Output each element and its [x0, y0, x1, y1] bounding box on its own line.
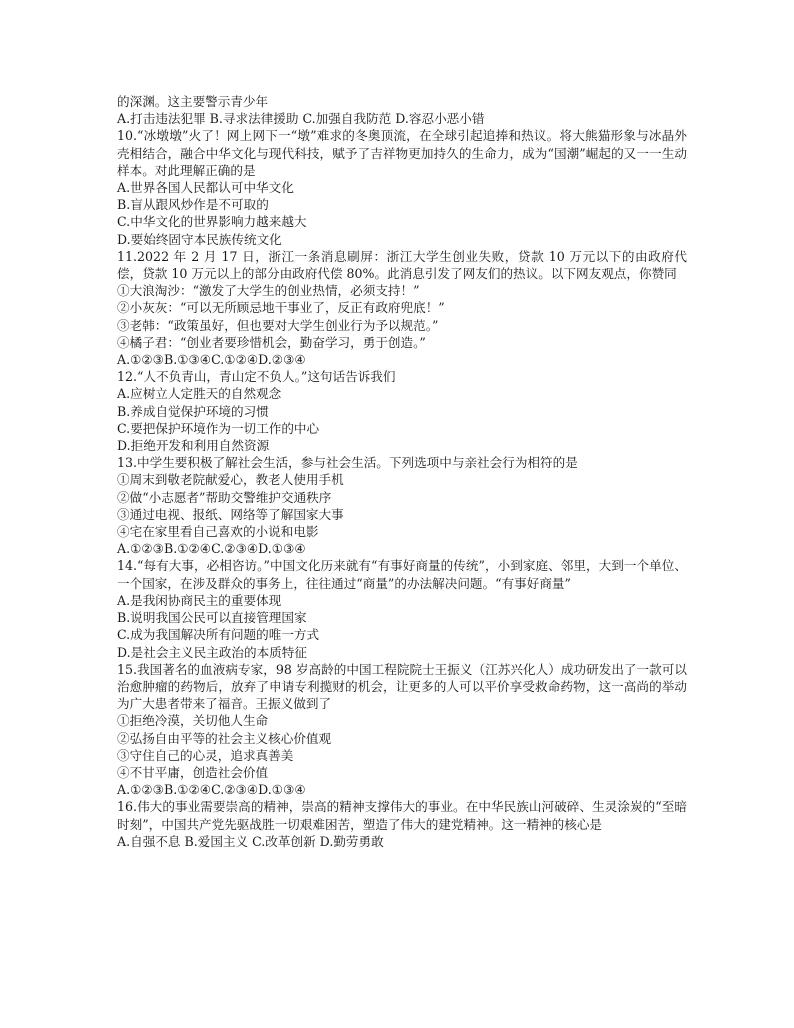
answer-options: A.自强不息 B.爱国主义 C.改革创新 D.勤劳勇敢 [117, 833, 384, 849]
question-10 [117, 127, 687, 247]
answer-options: A.①②③B.①②④C.②③④D.①③④ [117, 541, 306, 557]
option-c: C.中华文化的世界影响力越来越大 [117, 214, 307, 230]
option-d: D.要始终固守本民族传统文化 [117, 231, 282, 247]
answer-options: A.①②③B.①②④C.②③④D.①③④ [117, 782, 306, 798]
prev-question-stem-tail: 的深渊。这主要警示青少年 [117, 94, 269, 109]
prev-question-options: A.打击违法犯罪 B.寻求法律援助 C.加强自我防范 D.容忍小恶小错 [117, 111, 485, 127]
question-15 [117, 661, 687, 799]
question-stem: 15.我国著名的血液病专家，98 岁高龄的中国工程院院士王振义（江苏兴化人）成功研发出了一款可以治愈肿瘤的药物后，放弃了申请专利揽财的机会，让更多的人可以平价享受救命药物，这一高尚的举动为广大患者带来了福音。王振义做到了 [117, 661, 687, 712]
statement-4: ④宅在家里看自己喜欢的小说和电影 [117, 524, 319, 540]
option-a: A.是我闲协商民主的重要体现 [117, 592, 282, 608]
question-16 [117, 798, 687, 850]
option-c: C.要把保护环境作为一切工作的中心 [117, 420, 320, 436]
question-11 [117, 248, 687, 368]
statement-2: ②做“小志愿者”帮助交警维护交通秩序 [117, 489, 332, 505]
question-stem: 11.2022 年 2 月 17 日，浙江一条消息刷屏：浙江大学生创业失败，贷款 10 万元以下的由政府代偿，贷款 10 万元以上的部分由政府代偿 80%。此消息引发了网友们的热议。以下网友观点，你赞同 [117, 248, 687, 282]
question-stem: 10.“冰墩墩”火了！网上网下一“墩”难求的冬奥顶流，在全球引起追捧和热议。将大熊猫形象与冰晶外壳相结合，融合中华文化与现代科技，赋予了吉祥物更加持久的生命力，成为“国潮”崛起的又一一生动样本。对此理解正确的是 [117, 128, 687, 178]
option-a: A.世界各国人民都认可中华文化 [117, 180, 294, 196]
statement-1: ①周末到敬老院献爱心，教老人使用手机 [117, 472, 344, 488]
statement-3: ③老韩：“政策虽好，但也要对大学生创业行为予以规范。” [117, 317, 439, 333]
question-14 [117, 557, 687, 660]
option-d: D.是社会主义民主政治的本质特征 [117, 644, 307, 660]
option-b: B.说明我国公民可以直接管理国家 [117, 610, 307, 626]
answer-options: A.①②③B.①③④C.①②④D.②③④ [117, 352, 306, 368]
statement-2: ②小灰灰：“可以无所顾忌地干事业了，反正有政府兜底！” [117, 300, 445, 316]
option-b: B.养成自觉保护环境的习惯 [117, 403, 269, 419]
statement-4: ④不甘平庸，创造社会价值 [117, 764, 269, 780]
statement-1: ①大浪淘沙：“激发了大学生的创业热情，必须支持！” [117, 283, 420, 299]
statement-2: ②弘扬自由平等的社会主义核心价值观 [117, 730, 332, 746]
question-stem: 13.中学生要积极了解社会生活，参与社会生活。下列选项中与亲社会行为相符的是 [117, 455, 578, 471]
question-stem: 12.“人不负青山，青山定不负人。”这句话告诉我们 [117, 369, 396, 385]
option-b: B.盲从跟风炒作是不可取的 [117, 197, 269, 213]
question-13 [117, 454, 687, 557]
question-stem: 16.伟大的事业需要崇高的精神，崇高的精神支撑伟大的事业。在中华民族山河破碎、生灵涂炭的“至暗时刻”，中国共产党先驱战胜一切艰难困苦，塑造了伟大的建党精神。这一精神的核心是 [117, 799, 687, 832]
question-12 [117, 368, 687, 454]
exam-page [117, 93, 687, 850]
statement-1: ①拒绝冷漠，关切他人生命 [117, 713, 269, 729]
statement-3: ③守住自己的心灵，追求真善美 [117, 747, 294, 763]
option-c: C.成为我国解决所有问题的唯一方式 [117, 627, 320, 643]
question-stem: 14.“每有大事，必相咨访。”中国文化历来就有“有事好商量的传统”，小到家庭、邻里，大到一个单位、一个国家，在涉及群众的事务上，往往通过“商量”的办法解决问题。“有事好商量” [117, 558, 687, 591]
statement-3: ③通过电视、报纸、网络等了解国家大事 [117, 506, 344, 522]
option-d: D.拒绝开发和利用自然资源 [117, 438, 270, 454]
statement-4: ④橘子君：“创业者要珍惜机会，勤奋学习，勇于创造。” [117, 334, 426, 350]
option-a: A.应树立人定胜天的自然观念 [117, 386, 282, 402]
